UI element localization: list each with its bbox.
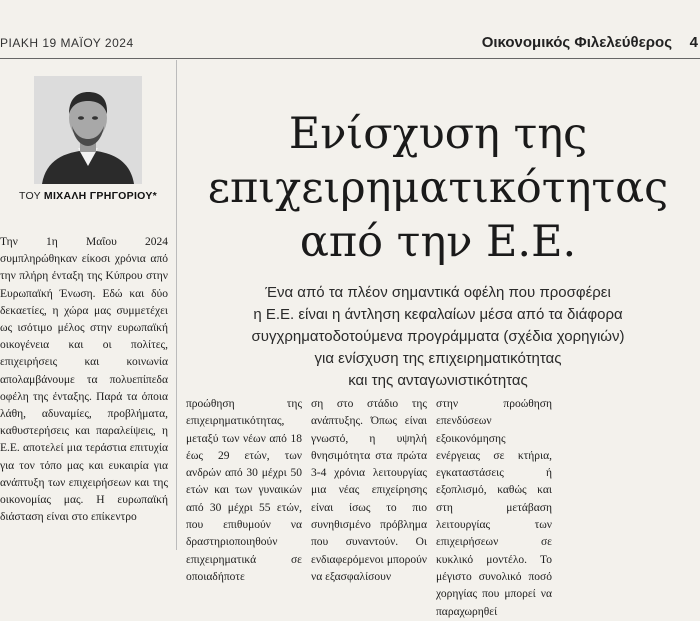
author-byline [0, 190, 176, 202]
byline-prefix: ΤΟΥ [18, 190, 44, 202]
paragraph: ση στο στάδιο της ανάπτυξης. Όπως είναι γνωστό, η υψηλή θνησιμότητα στα πρώτα 3-4 χρόνια λειτουργίας μια νέας επιχείρησης είναι ίσως το πιο συνηθισμένο πρόβλημα που συναντούν. Οι ενδιαφερόμενοι μπορούν να εξασφαλίσουν [311, 398, 427, 583]
author-name: ΜΙΧΑΛΗ ΓΡΗΓΟΡΙΟΥ* [43, 190, 158, 202]
body-column-1 [186, 396, 302, 586]
newspaper-name: Οικονομικός Φιλελεύθερος [481, 34, 672, 51]
body-column-2 [311, 396, 427, 586]
body-column-3 [436, 396, 552, 621]
page-number: 4 [689, 34, 698, 51]
article-subheadline: Ένα από τα πλέον σημαντικά οφέλη που προσφέρει η Ε.Ε. είναι η άντληση κεφαλαίων μέσα από τα διάφορα συγχρηματοδοτούμενα προγράμματα (σχέδια χορηγιών) για ενίσχυση της επιχειρηματικότητας και της ανταγωνιστικότητας [251, 284, 625, 389]
author-photo [34, 76, 142, 184]
left-column-text [0, 234, 168, 526]
author-portrait-icon [34, 76, 142, 184]
page-header [0, 0, 700, 58]
paragraph: προώθηση της επιχειρηματικότητας, μεταξύ των νέων από 18 έως 29 ετών, των ανδρών από 30 μέχρι 50 ετών και των γυναικών από 30 μέχρι 55 ετών, που επιθυμούν να δραστηριοποιηθούν επιχειρηματικά σε οποιαδήποτε [186, 398, 302, 583]
issue-date: ΡΙΑΚΗ 19 ΜΑΪΟΥ 2024 [0, 36, 134, 50]
paragraph: στην προώθηση επενδύσεων εξοικονόμησης ενέργειας σε κτήρια, εγκαταστάσεις ή εξοπλισμό, καθώς και στη μετάβαση λειτουργίας των επιχειρήσεων σε κυκλικό μοντέλο. Το μέγιστο συνολικό ποσό χορηγίας που μπορεί να παραχωρηθεί [436, 398, 552, 618]
article-headline: Ενίσχυση της επιχειρηματικότητας από την Ε.Ε. [207, 108, 669, 267]
paragraph: Την 1η Μαΐου 2024 συμπληρώθηκαν είκοσι χρόνια από την πλήρη ένταξη της Κύπρου στην Ευρωπαϊκή Ένωση. Εδώ και δύο δεκαετίες, η χώρα μας συμμετέχει ως ισότιμο μέλος στην ευρωπαϊκή οικογένεια και οι πολίτες, επιχειρήσεις και κοινωνία απολαμβάνουμε τα πολυεπίπεδα οφέλη της ένταξης. Παρά τα όποια λάθη, αδυναμίες, προβλήματα, καθυστερήσεις και παραλείψεις, η Ε.Ε. αποτελεί μια τεράστια επιτυχία για τον τόπο μας και ευκαιρία για ανάπτυξη των επιχειρήσεων και της οικονομίας μας. Η ευρωπαϊκή διάσταση είναι στο επίκεντρο [0, 236, 168, 524]
header-rule [0, 58, 700, 59]
